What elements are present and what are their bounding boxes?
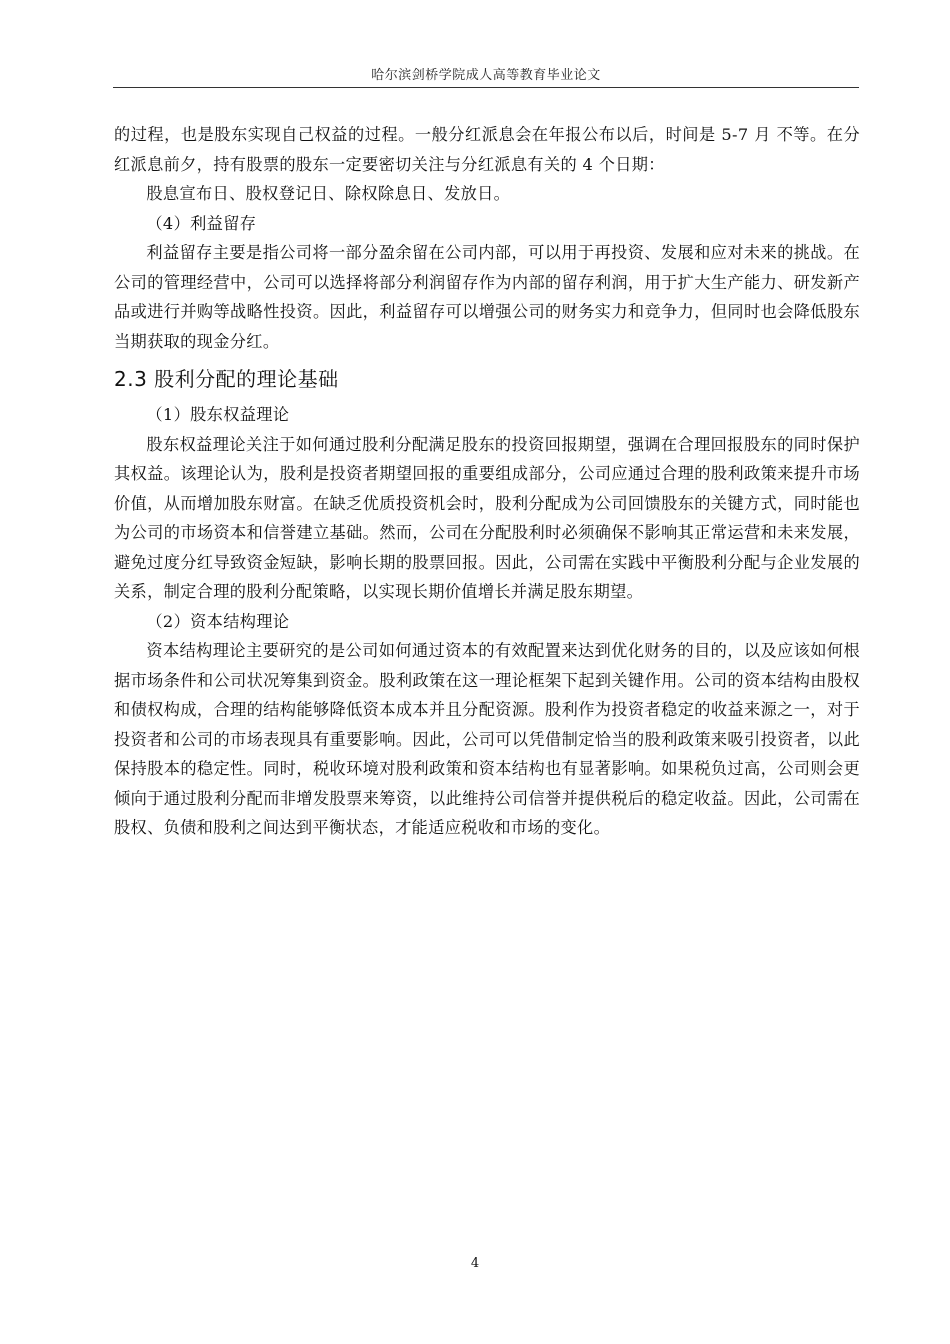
paragraph-retained-earnings: 利益留存主要是指公司将一部分盈余留在公司内部，可以用于再投资、发展和应对未来的挑战。在公司的管理经营中，公司可以选择将部分利润留存作为内部的留存利润，用于扩大生产能力、研发新产品或进行并购等战略性投资。因此，利益留存可以增强公司的财务实力和竞争力，但同时也会降低股东当期获取的现金分红。	[114, 243, 860, 351]
subheading-capital-structure: （2）资本结构理论	[146, 611, 290, 631]
paragraph-continued: 的过程，也是股东实现自己权益的过程。一般分红派息会在年报公布以后，时间是 5-7 月 不等。在分红派息前夕，持有股票的股东一定要密切关注与分红派息有关的 4 个日期：	[114, 125, 860, 174]
header-divider	[113, 87, 859, 88]
paragraph-shareholder-equity: 股东权益理论关注于如何通过股利分配满足股东的投资回报期望，强调在合理回报股东的同时保护其权益。该理论认为，股利是投资者期望回报的重要组成部分，公司应通过合理的股利政策来提升市场价值，从而增加股东财富。在缺乏优质投资机会时，股利分配成为公司回馈股东的关键方式，同时能也为公司的市场资本和信誉建立基础。然而，公司在分配股利时必须确保不影响其正常运营和未来发展，避免过度分红导致资金短缺，影响长期的股票回报。因此，公司需在实践中平衡股利分配与企业发展的关系，制定合理的股利分配策略，以实现长期价值增长并满足股东期望。	[114, 434, 860, 601]
section-heading: 2.3 股利分配的理论基础	[114, 367, 339, 391]
subheading-shareholder-equity: （1）股东权益理论	[146, 405, 290, 424]
page-number: 4	[470, 1256, 480, 1271]
running-header: 哈尔滨剑桥学院成人高等教育毕业论文	[371, 68, 601, 83]
page-body	[114, 120, 860, 843]
paragraph-dates-list: 股息宣布日、股权登记日、除权除息日、发放日。	[146, 184, 511, 203]
subheading-retained-earnings: （4）利益留存	[146, 213, 257, 233]
paragraph-capital-structure: 资本结构理论主要研究的是公司如何通过资本的有效配置来达到优化财务的目的，以及应该如何根据市场条件和公司状况筹集到资金。股利政策在这一理论框架下起到关键作用。公司的资本结构由股权和债权构成，合理的结构能够降低资本成本并且分配资源。股利作为投资者稳定的收益来源之一，对于投资者和公司的市场表现具有重要影响。因此，公司可以凭借制定恰当的股利政策来吸引投资者，以此保持股本的稳定性。同时，税收环境对股利政策和资本结构也有显著影响。如果税负过高，公司则会更倾向于通过股利分配而非增发股票来筹资，以此维持公司信誉并提供税后的稳定收益。因此，公司需在股权、负债和股利之间达到平衡状态，才能适应税收和市场的变化。	[114, 641, 860, 837]
